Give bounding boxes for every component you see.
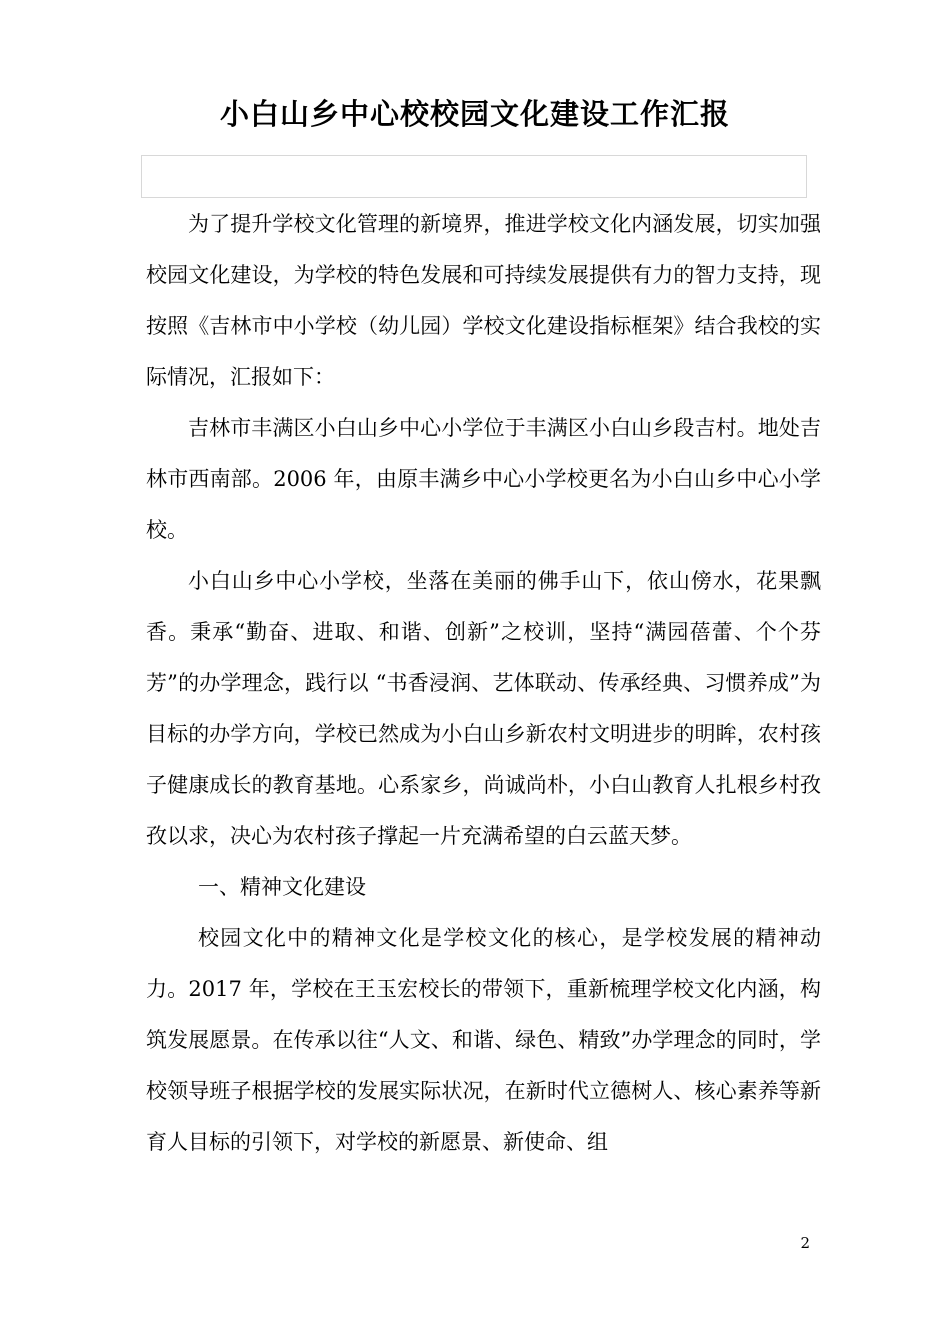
paragraph-location: 吉林市丰满区小白山乡中心小学位于丰满区小白山乡段吉村。地处吉林市西南部。2006 年，由原丰满乡中心小学校更名为小白山乡中心小学校。 [146,416,821,542]
title-underline-box [141,155,807,198]
paragraph-intro: 为了提升学校文化管理的新境界，推进学校文化内涵发展，切实加强校园文化建设，为学校的特色发展和可持续发展提供有力的智力支持，现按照《吉林市中小学校（幼儿园）学校文化建设指标框架》结合我校的实际情况，汇报如下： [146,212,821,389]
paragraph-school-profile: 小白山乡中心小学校，坐落在美丽的佛手山下，依山傍水，花果飘香。秉承“勤奋、进取、和谐、创新”之校训，坚持“满园蓓蕾、个个芬芳”的办学理念，践行以 “书香浸润、艺体联动、传承经典、习惯养成”为目标的办学方向，学校已然成为小白山乡新农村文明进步的明眸，农村孩子健康成长的教育基地。心系家乡，尚诚尚朴，小白山教育人扎根乡村孜孜以求，决心为农村孩子撑起一片充满希望的白云蓝天梦。 [146,569,821,848]
page-number: 2 [800,1234,810,1252]
paragraph-spiritual-culture: 校园文化中的精神文化是学校文化的核心，是学校发展的精神动力。2017 年，学校在王玉宏校长的带领下，重新梳理学校文化内涵，构筑发展愿景。在传承以往“人文、和谐、绿色、精致”办学理念的同时，学校领导班子根据学校的发展实际状况，在新时代立德树人、核心素养等新育人目标的引领下，对学校的新愿景、新使命、组 [146,926,821,1154]
document-body [146,199,821,1168]
document-title: 小白山乡中心校校园文化建设工作汇报 [219,97,730,131]
section-heading-spiritual-culture: 一、精神文化建设 [198,875,366,899]
